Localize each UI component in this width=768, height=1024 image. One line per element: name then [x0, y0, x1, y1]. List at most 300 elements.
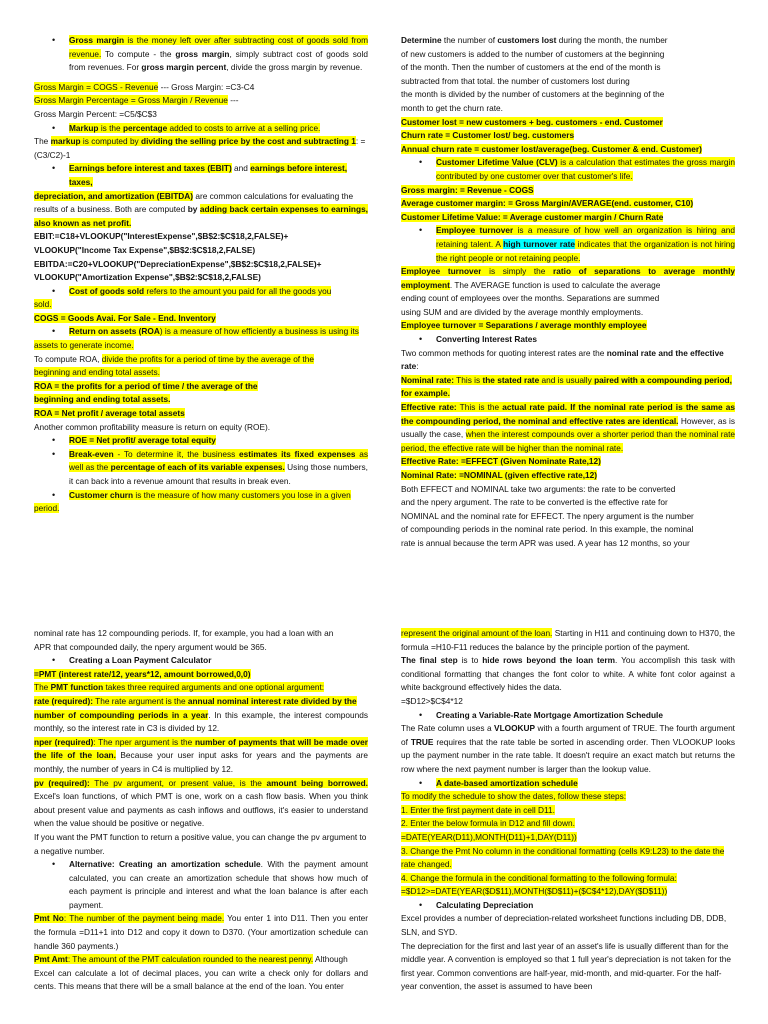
- highlighted-text: 1. Enter the first payment date in cell D11.: [401, 804, 555, 815]
- paragraph: [401, 654, 735, 695]
- highlighted-text: [34, 913, 64, 923]
- text-run: . With the payment amount calculated, you can create an amortization schedule that shows how much of each payment is principle and interest and what the loan balance is after each payment.: [69, 859, 368, 910]
- paragraph: [34, 380, 368, 394]
- text-run: The: [34, 136, 51, 147]
- paragraph: [401, 48, 735, 62]
- highlighted-text: [141, 326, 159, 336]
- highlighted-text: is a calculation that estimates the gross margin contributed by one customer over that customer's life.: [436, 157, 735, 181]
- paragraph: [34, 668, 368, 682]
- text-run: APR that compounded daily, the npery argument would be 365.: [34, 641, 267, 652]
- paragraph: [401, 845, 735, 872]
- paragraph: [401, 102, 735, 116]
- text-run: annual nominal interest rate divided by the: [187, 695, 357, 706]
- text-run: actual rate paid. If the nominal rate period is the same as the compounding period, the nominal and effective rates are identical.: [401, 402, 735, 426]
- text-run: You enter 1 into D11. Then you enter the formula =D11+1 into D12 and copy it down to D370. (Your amortization schedule can handle 360 payments.): [34, 913, 368, 951]
- paragraph: [34, 681, 368, 695]
- highlighted-text: [401, 470, 597, 480]
- text-run: Annual churn rate = customer lost/average(beg. Customer & end. Customer): [401, 143, 702, 154]
- bullet-item: [34, 162, 368, 189]
- highlighted-text: [401, 402, 457, 412]
- highlighted-text: [111, 462, 285, 472]
- text-run: ROA = the profits for a period of time / the average of the: [34, 380, 258, 391]
- text-run: of compounding periods in the nominal rate period. In this example, the nominal: [401, 524, 694, 535]
- highlighted-text: [34, 381, 258, 391]
- highlighted-text: Gross Margin Percentage = Gross Margin / Revenue: [34, 95, 228, 106]
- paragraph: [34, 258, 368, 272]
- highlighted-text: [34, 696, 93, 706]
- text-run: [188, 204, 200, 214]
- text-run: [497, 35, 556, 45]
- text-run: Calculating Depreciation: [436, 899, 534, 910]
- text-run: percentage: [122, 122, 168, 133]
- text-run: ---: [227, 95, 239, 106]
- highlighted-text: [267, 778, 368, 788]
- text-run: earnings before interest, taxes,: [69, 163, 348, 187]
- paragraph: [401, 817, 735, 831]
- text-run: Effective rate:: [401, 402, 457, 413]
- text-run: VLOOKUP: [494, 723, 536, 734]
- text-run: Markup: [69, 122, 99, 133]
- text-run: The depreciation for the first and last year of an asset's life is usually different than for the middle year. A convention is employed so that 1 full year's depreciation is not taken for the first year. Common conventions are half-year, mid-month, and mid-quarter. For the half-year convention, the asset is assumed to have been: [401, 940, 731, 992]
- highlighted-text: and is usually: [539, 374, 595, 385]
- text-run: Return on assets (: [69, 326, 142, 337]
- highlighted-text: [69, 123, 99, 133]
- paragraph: [401, 885, 735, 899]
- text-run: [436, 900, 533, 910]
- highlighted-text: ) is a measure of how efficiently a business is using its: [159, 326, 359, 337]
- paragraph: [401, 88, 735, 102]
- highlighted-text: [69, 435, 216, 445]
- highlighted-text: [34, 191, 193, 201]
- text-run: [69, 859, 261, 869]
- text-run: Break-even: [69, 448, 114, 459]
- text-run: the stated rate: [482, 374, 540, 385]
- text-run: Churn rate = Customer lost/ beg. customers: [401, 130, 575, 141]
- paragraph: [34, 953, 368, 967]
- highlighted-text: [34, 710, 208, 720]
- text-run: gross margin percent: [141, 62, 227, 73]
- text-run: ratio of separations to average monthly employment: [401, 266, 736, 290]
- text-run: EBIT:=C18+VLOOKUP("InterestExpense",$B$2:$C$18,2,FALSE)+: [34, 231, 289, 242]
- text-run: nominal rate has 12 compounding periods. If, for example, you had a loan with an: [34, 628, 334, 638]
- highlighted-text: [34, 737, 93, 747]
- text-run: Although: [313, 954, 348, 965]
- bullet-item: [401, 899, 735, 913]
- paragraph: [401, 510, 735, 524]
- paragraph: [401, 401, 735, 455]
- text-run: Customer Lifetime Value (CLV): [436, 157, 558, 168]
- highlighted-text: [482, 375, 539, 385]
- paragraph: [34, 271, 368, 285]
- text-run: dividing the selling price by the cost and subtracting 1: [141, 136, 356, 147]
- paragraph: [401, 537, 735, 551]
- highlighted-text: is the money left over after subtracting cost of goods sold from revenue.: [69, 35, 368, 59]
- paragraph: [34, 393, 368, 407]
- bullet-item: [34, 325, 368, 339]
- text-run: Creating a Loan Payment Calculator: [69, 655, 212, 666]
- highlighted-text: refers to the amount you paid for all the goods you: [144, 285, 332, 296]
- highlighted-text: period.: [34, 503, 60, 514]
- text-run: VLOOKUP("Income Tax Expense",$B$2:$C$18,2,FALSE): [34, 244, 256, 255]
- paragraph: [401, 940, 735, 994]
- text-run: markup: [50, 136, 81, 147]
- bullet-item: [401, 224, 735, 265]
- highlighted-text: is the: [98, 122, 123, 133]
- text-run: Two common methods for quoting interest rates are the: [401, 347, 607, 358]
- highlighted-text: is a measure of how well an organization is hiring and retaining talent.: [436, 225, 735, 249]
- paragraph: [34, 135, 368, 162]
- highlighted-text: [69, 490, 133, 500]
- highlighted-text: [503, 239, 575, 249]
- text-run: TRUE: [410, 736, 434, 747]
- text-run: Employee turnover: [436, 225, 514, 236]
- highlighted-text: [69, 286, 144, 296]
- paragraph: [401, 34, 735, 48]
- text-run: requires that the rate table be sorted in ascending order. Then VLOOKUP looks up the payment number in the rate table. It doesn't require an exact match but returns the row where the next payment number is larger than the lookup value.: [401, 736, 735, 774]
- column-bottom-left: [34, 627, 368, 994]
- highlighted-text: This is: [454, 374, 483, 385]
- text-run: Pmt Amt: [34, 954, 68, 965]
- highlighted-text: [401, 198, 693, 208]
- highlighted-text: is simply the: [481, 266, 554, 277]
- highlighted-text: [34, 669, 251, 679]
- highlighted-text: [141, 136, 356, 146]
- text-run: The final step: [401, 655, 458, 666]
- text-run: of the month. Then the number of customers at the end of the month is: [401, 62, 661, 73]
- text-run: Earnings before interest and taxes (EBIT): [69, 163, 232, 174]
- paragraph: [401, 129, 735, 143]
- highlighted-text: [436, 157, 558, 167]
- highlighted-text: takes three required arguments and one optional argument:: [103, 682, 325, 693]
- highlighted-text: Gross Margin = COGS - Revenue: [34, 81, 159, 92]
- text-run: percentage of each of its variable expenses.: [110, 462, 285, 473]
- column-bottom-right: [401, 627, 735, 994]
- text-run: If you want the PMT function to return a positive value, you can change the pv argument to a negative number.: [34, 831, 367, 856]
- highlighted-text: A: [493, 238, 504, 249]
- paragraph: [401, 319, 735, 333]
- highlighted-text: [69, 35, 124, 45]
- text-run: [34, 245, 255, 255]
- paragraph: [401, 627, 735, 654]
- text-run: Employee turnover: [401, 266, 482, 277]
- text-run: [401, 35, 442, 45]
- highlighted-text: [401, 117, 663, 127]
- text-run: Average customer margin: = Gross Margin/AVERAGE(end. customer, C10): [401, 198, 694, 209]
- text-run: [69, 655, 211, 665]
- text-run: number of compounding periods in a year: [34, 709, 209, 720]
- paragraph: [34, 312, 368, 326]
- paragraph: [34, 108, 368, 122]
- paragraph: [34, 695, 368, 709]
- highlighted-text: [436, 225, 513, 235]
- text-run: . The AVERAGE function is used to calculate the average: [449, 279, 661, 290]
- highlighted-text: beginning and ending total assets.: [34, 367, 160, 378]
- text-run: , divide the gross margin by revenue.: [226, 62, 363, 73]
- text-run: Customer Lifetime Value: = Average customer margin / Churn Rate: [401, 211, 664, 222]
- text-run: is to: [457, 655, 483, 666]
- text-run: ending count of employees over the months. Separations are summed: [401, 293, 660, 304]
- paragraph: [401, 455, 735, 469]
- highlighted-text: divide the profits for a period of time by the average of the: [101, 353, 314, 364]
- highlighted-text: [34, 954, 68, 964]
- text-run: ROA: [141, 326, 160, 337]
- paragraph: [34, 777, 368, 831]
- bullet-item: [401, 156, 735, 183]
- paragraph: [401, 211, 735, 225]
- text-run: :: [416, 361, 419, 372]
- text-run: month to get the churn rate.: [401, 102, 503, 113]
- paragraph: [401, 374, 735, 401]
- highlighted-text: [123, 123, 167, 133]
- paragraph: [401, 347, 735, 374]
- bullet-item: [34, 34, 368, 75]
- text-run: PMT function: [50, 682, 104, 693]
- text-run: the number of: [441, 35, 498, 45]
- text-run: Starting in H11 and continuing down to H370, the formula =H10-F11 reduces the balance by the principle portion of the payment.: [401, 628, 735, 652]
- text-run: ROE = Net profit/ average total equity: [69, 435, 216, 446]
- text-run: Another common profitability measure is return on equity (ROE).: [34, 421, 271, 432]
- highlighted-text: [401, 212, 663, 222]
- paragraph: [34, 94, 368, 108]
- highlighted-text: [401, 375, 454, 385]
- paragraph: [401, 61, 735, 75]
- text-run: nper (required): [34, 736, 94, 747]
- text-run: A date-based amortization schedule: [436, 777, 578, 788]
- text-run: Excel provides a number of depreciation-related worksheet functions including DB, DDB, SLN, and SYD.: [401, 913, 727, 938]
- highlighted-text: [401, 320, 647, 330]
- paragraph: [401, 116, 735, 130]
- highlighted-text: assets to generate income.: [34, 340, 134, 351]
- highlighted-text: 2. Enter the below formula in D12 and fill down.: [401, 818, 575, 829]
- bullet-item: [401, 777, 735, 791]
- text-run: adding back certain expenses to earnings, also known as net profit.: [34, 204, 368, 228]
- text-run: are common calculations for evaluating the: [193, 190, 354, 201]
- paragraph: [401, 265, 735, 292]
- text-run: the month is divided by the number of customers at the beginning of the: [401, 89, 665, 100]
- text-run: and the npery argument. The rate to be converted is the effective rate for: [401, 497, 668, 508]
- paragraph: [34, 203, 368, 230]
- highlighted-text: [51, 682, 104, 692]
- text-run: during the month, the number: [556, 35, 668, 45]
- text-run: Gross margin: [69, 35, 125, 45]
- text-run: Nominal Rate: =NOMINAL (given effective rate,12): [401, 470, 598, 480]
- bullet-item: [34, 122, 368, 136]
- text-run: Excel's loan functions, of which PMT is one, work on a cash flow basis. When you think about present value and payments as cash inflows and outflows, it's easier to understand when the value should be positive or negative.: [34, 791, 368, 829]
- paragraph: [34, 641, 368, 655]
- text-run: number of payments that will be made over the life of the loan.: [34, 736, 368, 761]
- paragraph: [401, 75, 735, 89]
- paragraph: [401, 184, 735, 198]
- text-run: Nominal rate:: [401, 374, 455, 385]
- text-run: [34, 272, 261, 282]
- highlighted-text: indicates that the organization is not hiring the right people or not retaining people.: [436, 238, 736, 263]
- text-run: NOMINAL and the nominal rate for EFFECT. The npery argument is the number: [401, 510, 694, 521]
- highlighted-text: 3. Change the Pmt No column in the conditional formatting (cells K9:L23) to the date the rate changed.: [401, 845, 725, 870]
- text-run: [494, 723, 535, 733]
- highlighted-text: =$D12>=DATE(YEAR($D$11),MONTH($D$11)+($C$4*12),DAY($D$11)): [401, 886, 668, 897]
- text-run: results of a business. Both are computed: [34, 204, 188, 215]
- highlighted-text: [401, 456, 601, 466]
- paragraph: [34, 230, 368, 244]
- text-run: [482, 655, 615, 665]
- text-run: and: [231, 163, 251, 174]
- highlighted-text: [401, 144, 702, 154]
- text-run: To compute ROA,: [34, 353, 102, 364]
- highlighted-text: [69, 326, 141, 336]
- text-run: subtracted from that total. the number of customers lost during: [401, 75, 630, 86]
- text-run: paired with a compounding period, for example.: [401, 374, 732, 399]
- text-run: high turnover rate: [503, 238, 575, 249]
- text-run: , simply subtract cost of goods sold from revenues. For: [69, 48, 368, 73]
- highlighted-text: [34, 394, 170, 404]
- text-run: gross margin: [175, 48, 230, 59]
- text-run: Excel can calculate a lot of decimal places, you can write a check only for dollars and cents. This means that there will be a small balance at the end of the loan. You enter: [34, 967, 368, 992]
- highlighted-text: [69, 163, 232, 173]
- highlighted-text: is computed by: [80, 136, 142, 147]
- highlighted-text: sold.: [34, 299, 52, 310]
- highlighted-text: : The number of the payment being made.: [63, 913, 225, 924]
- column-top-left: [34, 34, 368, 516]
- paragraph: [401, 292, 735, 306]
- paragraph: [401, 143, 735, 157]
- highlighted-text: is the measure of how many customers you lose in a given: [133, 489, 351, 500]
- text-run: The Rate column uses a: [401, 723, 495, 734]
- text-run: Both EFFECT and NOMINAL take two arguments: the rate to be converted: [401, 483, 676, 494]
- highlighted-text: - To determine it, the business: [113, 448, 240, 459]
- paragraph: [34, 709, 368, 736]
- highlighted-text: [401, 130, 574, 140]
- paragraph: [34, 339, 368, 353]
- highlighted-text: The: [34, 682, 51, 693]
- paragraph: [401, 695, 735, 709]
- text-run: rate is annual because the term APR was used. A year has 12 months, so your: [401, 537, 690, 548]
- text-run: Creating a Variable-Rate Mortgage Amortization Schedule: [436, 709, 663, 720]
- bullet-item: [401, 333, 735, 347]
- text-run: =$D12>$C$4*12: [401, 695, 463, 706]
- highlighted-text: added to costs to arrive at a selling price.: [167, 122, 321, 133]
- paragraph: [401, 523, 735, 537]
- highlighted-text: [34, 408, 185, 418]
- bullet-item: [34, 654, 368, 668]
- text-run: nominal rate and the effective rate: [401, 347, 724, 372]
- text-run: [34, 259, 322, 269]
- text-run: rate (required):: [34, 695, 94, 706]
- paragraph: [401, 722, 735, 776]
- text-run: Customer churn: [69, 489, 134, 500]
- paragraph: [401, 831, 735, 845]
- highlighted-text: =DATE(YEAR(D11),MONTH(D11)+1,DAY(D11)): [401, 831, 577, 842]
- paragraph: [34, 831, 368, 858]
- paragraph: [34, 967, 368, 994]
- highlighted-text: [436, 778, 578, 788]
- text-run: [436, 334, 537, 344]
- text-run: VLOOKUP("Amortization Expense",$B$2:$C$18,2,FALSE): [34, 272, 261, 283]
- paragraph: [34, 353, 368, 367]
- paragraph: [34, 244, 368, 258]
- text-run: Employee turnover = Separations / average monthly employee: [401, 320, 647, 331]
- paragraph: [401, 872, 735, 886]
- highlighted-text: 4. Change the formula in the conditional formatting to the following formula:: [401, 872, 677, 883]
- highlighted-text: [34, 313, 216, 323]
- text-run: Converting Interest Rates: [436, 334, 537, 345]
- text-run: [411, 737, 434, 747]
- text-run: estimates its fixed expenses: [239, 448, 356, 459]
- paragraph: [34, 190, 368, 204]
- text-run: of new customers is added to the number of customers at the beginning: [401, 48, 665, 59]
- highlighted-text: [51, 136, 81, 146]
- text-run: Customer lost = new customers + beg. customers - end. Customer: [401, 116, 663, 127]
- highlighted-text: as well as the: [69, 448, 368, 473]
- highlighted-text: [401, 185, 534, 195]
- paragraph: [34, 421, 368, 435]
- highlighted-text: : The amount of the PMT calculation rounded to the nearest penny.: [67, 954, 314, 965]
- text-run: . You accomplish this task with conditional formatting that changes the font color to white. A white font color against a white background effectively hides the data.: [401, 655, 735, 693]
- text-run: with a fourth argument of TRUE. The fourth argument of: [401, 723, 735, 747]
- text-run: [141, 62, 226, 72]
- text-run: However, as is usually the case,: [401, 415, 735, 440]
- highlighted-text: [34, 778, 90, 788]
- text-run: depreciation, and amortization (EBITDA): [34, 190, 194, 201]
- highlighted-text: represent the original amount of the loan.: [401, 628, 553, 638]
- bullet-item: [34, 858, 368, 912]
- text-run: EBITDA:=C20+VLOOKUP("DepreciationExpense",$B$2:$C$18,2,FALSE)+: [34, 258, 322, 269]
- text-run: hide rows beyond the loan term: [482, 655, 616, 666]
- text-run: amount being borrowed.: [266, 777, 368, 788]
- paragraph: [34, 81, 368, 95]
- text-run: Determine: [401, 35, 442, 45]
- text-run: Gross margin: = Revenue - COGS: [401, 184, 534, 195]
- paragraph: [401, 306, 735, 320]
- bullet-item: [34, 285, 368, 299]
- text-run: [175, 49, 229, 59]
- text-run: using SUM and are divided by the average monthly employments.: [401, 306, 644, 317]
- paragraph: [34, 502, 368, 516]
- text-run: Because your user input asks for years and the payments are monthly, the number of years in C4 is multiplied by 12.: [34, 750, 368, 774]
- paragraph: [401, 790, 735, 804]
- column-top-right: [401, 34, 735, 551]
- paragraph: [34, 912, 368, 953]
- highlighted-text: [69, 449, 114, 459]
- text-run: by: [187, 204, 200, 215]
- text-run: Gross Margin Percent: =C5/$C$3: [34, 108, 157, 119]
- text-run: [401, 655, 458, 665]
- text-run: =PMT (interest rate/12, years*12, amount borrowed,0,0): [34, 668, 251, 679]
- highlighted-text: : The nper argument is the: [93, 736, 195, 747]
- text-run: --- Gross Margin: =C3-C4: [158, 81, 255, 92]
- paragraph: [401, 469, 735, 483]
- paragraph: [401, 197, 735, 211]
- paragraph: [34, 736, 368, 777]
- bullet-item: [34, 434, 368, 448]
- paragraph: [401, 483, 735, 497]
- highlighted-text: [239, 449, 355, 459]
- highlighted-text: The pv argument, or present value, is the: [89, 777, 267, 788]
- text-run: To compute - the: [101, 48, 176, 59]
- highlighted-text: The rate argument is the: [93, 695, 188, 706]
- paragraph: [401, 912, 735, 939]
- text-run: beginning and ending total assets.: [34, 394, 171, 405]
- text-run: Effective Rate: =EFFECT (Given Nominate Rate,12): [401, 456, 601, 467]
- text-run: . In this example, the interest compounds monthly, so the interest rate in C3 is divided by 12.: [34, 709, 368, 734]
- paragraph: [34, 627, 368, 641]
- text-run: ROA = Net profit / average total assets: [34, 408, 185, 419]
- bullet-item: [401, 709, 735, 723]
- text-run: Using those numbers, it can back into a revenue amount that results in break even.: [69, 462, 368, 486]
- text-run: COGS = Goods Avai. For Sale - End. Inventory: [34, 312, 216, 323]
- text-run: Cost of goods sold: [69, 285, 145, 296]
- highlighted-text: To modify the schedule to show the dates, follow these steps:: [401, 791, 627, 802]
- highlighted-text: when the interest compounds over a shorter period than the nominal rate period, the effective rate will be higher than the nominal rate.: [401, 429, 735, 453]
